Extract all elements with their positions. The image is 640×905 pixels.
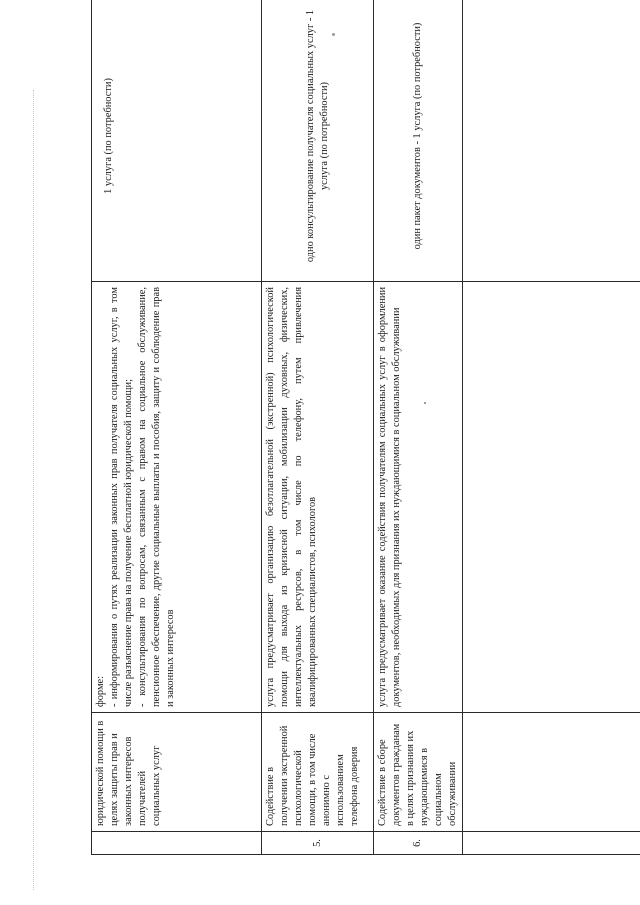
social-services-table [91,0,640,855]
scan-edge-artifact [33,90,34,890]
service-name-line: социальном [433,773,444,826]
service-name [262,713,374,832]
service-name-line: получении экстренной [279,725,290,826]
service-name-line: социальных услуг [151,745,162,826]
row-number: 6. [374,832,463,855]
description-line: форме: [95,675,106,707]
service-name [92,713,262,832]
service-name-line: телефона доверия [349,746,360,826]
service-name-line: документов гражданам [391,723,402,826]
service-volume: 1 услуга (по потребности) [92,0,262,282]
service-name-line: юридической помощи в [95,720,106,826]
rotated-table-container [91,9,640,855]
service-name-line: Содействие в сборе [377,739,388,826]
service-name-line: помощи, в том числе [307,733,318,826]
service-name-line: целях защиты прав и [109,733,120,826]
empty-cell [463,0,640,282]
service-name-line: нуждающимися в [419,747,430,826]
empty-cell [463,832,640,855]
service-name-line: психологической [293,750,304,826]
service-name-line: обслуживании [447,761,458,826]
table-row [262,0,374,855]
table-row [92,0,262,855]
row-number [92,832,262,855]
description-line: услуга предусматривает организацию безотлагательной (экстренной) психологической помощи для выхода из кризисной ситуации, мобилизации духовных, физических, интеллектуальных ресурсов, в том числе по телефону, путем привлечения квалифицированных специалистов, психологов [265,287,318,707]
empty-cell [463,713,640,832]
empty-cell [463,282,640,713]
service-name-line: законных интересов [123,736,134,826]
service-name [374,713,463,832]
table-row [374,0,463,855]
table-frame [91,9,640,855]
service-name-line: использованием [335,754,346,826]
description-line: услуга предусматривает оказание содействия получателям социальных услуг в оформлении документов, необходимых для признания их нуждающимися в социальном обслуживании [377,287,402,707]
table-row-empty [463,0,640,855]
service-name-line: в целях признания их [405,730,416,826]
description-line: - консультирования по вопросам, связанным с правом на социальное обслуживание, пенсионное обеспечение, другие социальные выплаты и пособия, защиту и соблюдение прав и законных интересов [137,287,176,707]
service-description [262,282,374,713]
service-volume: одно консультирование получателя социальных услуг - 1 услуга (по потребности) [262,0,374,282]
row-number: 5. [262,832,374,855]
service-description [374,282,463,713]
service-name-line: получателей [137,770,148,826]
description-line: - информирования о путях реализации законных прав получателя социальных услуг, в том числе разъяснение права на получение бесплатной юридической помощи; [109,287,134,707]
service-name-line: анонимно с [321,774,332,826]
service-name-line: Содействие в [265,766,276,826]
service-volume: один пакет документов - 1 услуга (по потребности) [374,0,463,282]
service-description [92,282,262,713]
